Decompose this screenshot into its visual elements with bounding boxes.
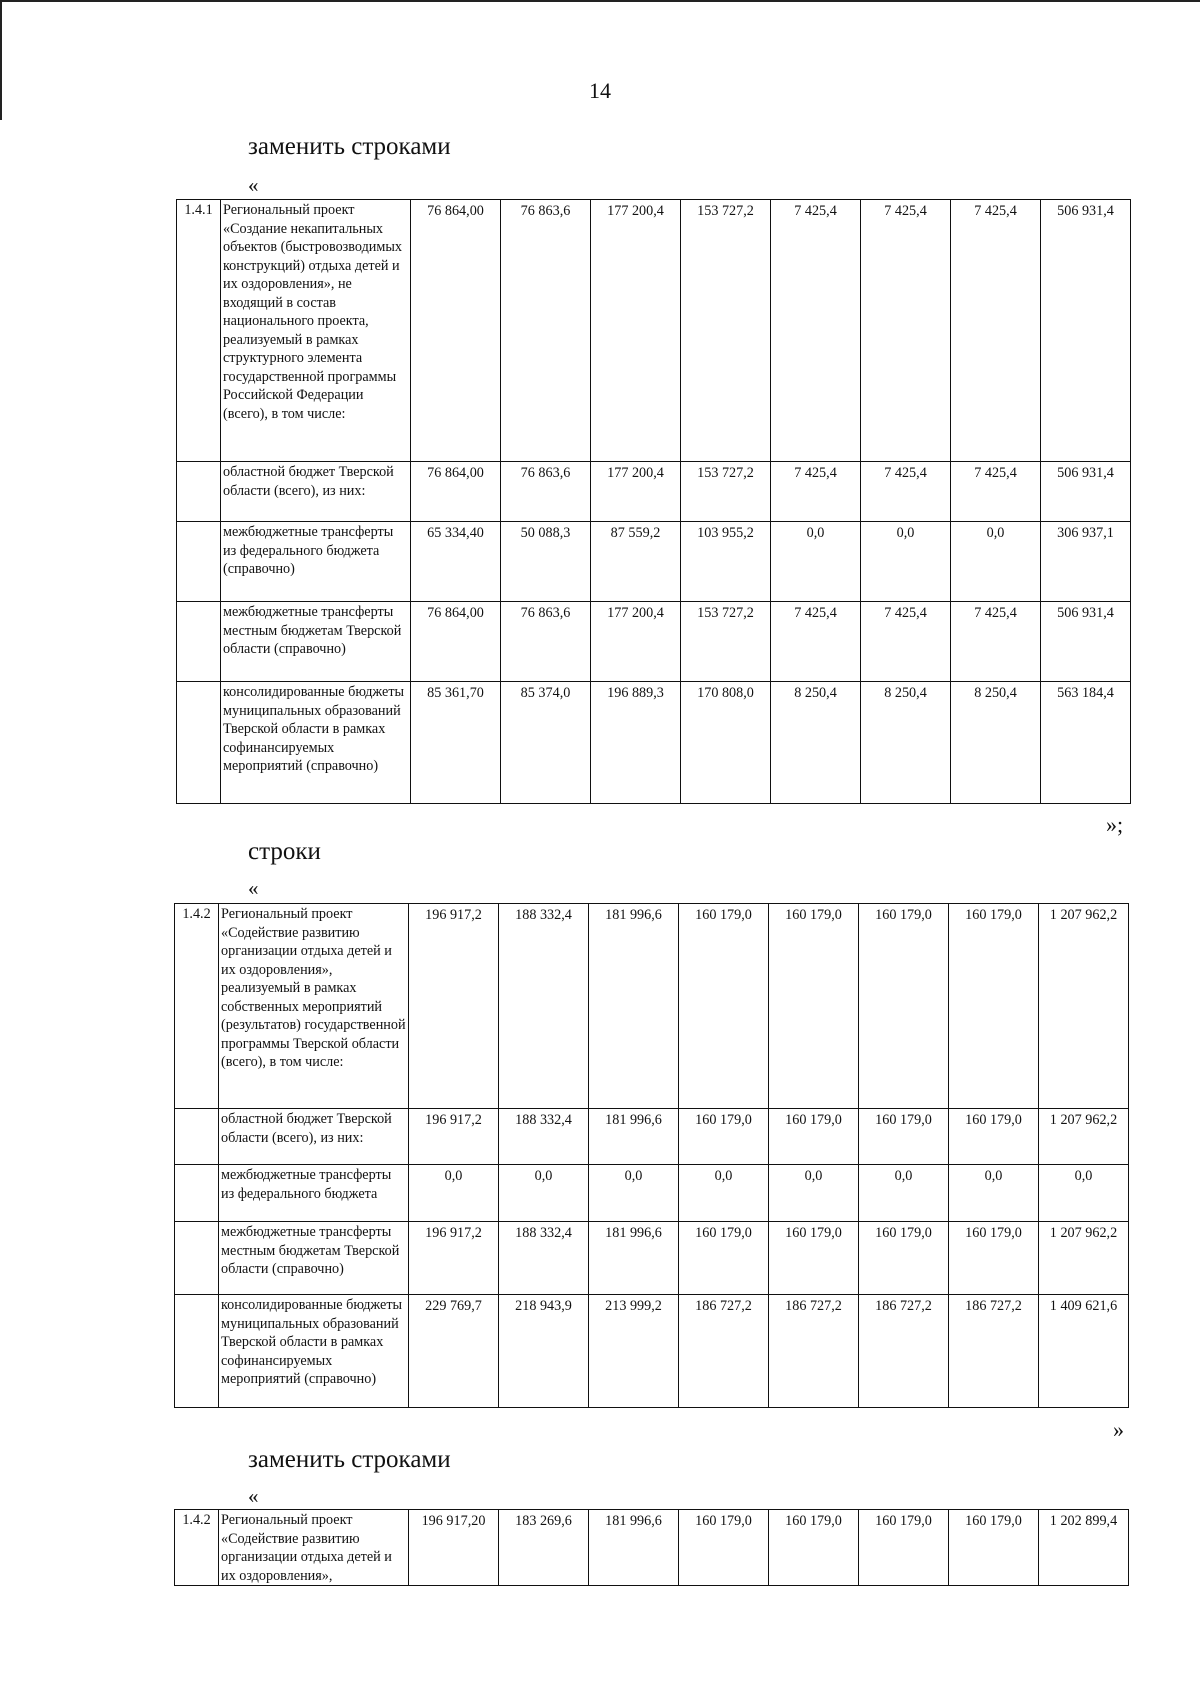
- year-value-cell: 160 179,0: [949, 904, 1039, 1109]
- total-value-cell: 506 931,4: [1041, 462, 1131, 522]
- year-value-cell: 0,0: [589, 1165, 679, 1222]
- year-value-cell: 76 863,6: [501, 462, 591, 522]
- year-value-cell: 76 863,6: [501, 602, 591, 682]
- year-value-cell: 160 179,0: [679, 1510, 769, 1586]
- row-code: [175, 1222, 219, 1295]
- table-row: [175, 1510, 1129, 1586]
- scan-edge-top: [0, 0, 1200, 2]
- year-value-cell: 186 727,2: [679, 1295, 769, 1408]
- row-code: [175, 1295, 219, 1408]
- table-row: [177, 200, 1131, 462]
- year-value-cell: 229 769,7: [409, 1295, 499, 1408]
- total-value-cell: 1 202 899,4: [1039, 1510, 1129, 1586]
- year-value-cell: 85 374,0: [501, 682, 591, 804]
- year-value-cell: 65 334,40: [411, 522, 501, 602]
- year-value-cell: 7 425,4: [771, 200, 861, 462]
- year-value-cell: 8 250,4: [771, 682, 861, 804]
- year-value-cell: 177 200,4: [591, 602, 681, 682]
- year-value-cell: 153 727,2: [681, 200, 771, 462]
- row-name: межбюджетные трансферты из федерального бюджета: [219, 1165, 409, 1222]
- row-name: Региональный проект «Содействие развитию организации отдыха детей и их оздоровления»,: [219, 1510, 409, 1586]
- year-value-cell: 85 361,70: [411, 682, 501, 804]
- year-value-cell: 188 332,4: [499, 1109, 589, 1165]
- year-value-cell: 160 179,0: [859, 904, 949, 1109]
- row-code: 1.4.1: [177, 200, 221, 462]
- year-value-cell: 188 332,4: [499, 1222, 589, 1295]
- year-value-cell: 181 996,6: [589, 1109, 679, 1165]
- table-row: [177, 522, 1131, 602]
- table-row: [177, 602, 1131, 682]
- year-value-cell: 181 996,6: [589, 1222, 679, 1295]
- year-value-cell: 160 179,0: [949, 1510, 1039, 1586]
- year-value-cell: 76 864,00: [411, 462, 501, 522]
- row-code: [175, 1165, 219, 1222]
- year-value-cell: 160 179,0: [769, 1510, 859, 1586]
- table-row: [175, 1109, 1129, 1165]
- year-value-cell: 160 179,0: [769, 1109, 859, 1165]
- year-value-cell: 7 425,4: [951, 602, 1041, 682]
- year-value-cell: 160 179,0: [949, 1109, 1039, 1165]
- year-value-cell: 160 179,0: [859, 1510, 949, 1586]
- total-value-cell: 1 207 962,2: [1039, 1222, 1129, 1295]
- year-value-cell: 181 996,6: [589, 904, 679, 1109]
- row-code: [177, 682, 221, 804]
- year-value-cell: 196 889,3: [591, 682, 681, 804]
- open-quote-3: «: [248, 1484, 259, 1508]
- row-code: [175, 1109, 219, 1165]
- year-value-cell: 160 179,0: [859, 1222, 949, 1295]
- year-value-cell: 76 864,00: [411, 200, 501, 462]
- year-value-cell: 160 179,0: [679, 904, 769, 1109]
- year-value-cell: 7 425,4: [861, 200, 951, 462]
- budget-table-2: [174, 903, 1129, 1408]
- year-value-cell: 196 917,2: [409, 1109, 499, 1165]
- year-value-cell: 7 425,4: [951, 462, 1041, 522]
- table-row: [175, 1295, 1129, 1408]
- year-value-cell: 50 088,3: [501, 522, 591, 602]
- close-quote-1: »;: [1106, 812, 1124, 837]
- year-value-cell: 186 727,2: [949, 1295, 1039, 1408]
- replace-heading-2: заменить строками: [248, 1446, 451, 1473]
- total-value-cell: 1 207 962,2: [1039, 904, 1129, 1109]
- year-value-cell: 181 996,6: [589, 1510, 679, 1586]
- year-value-cell: 170 808,0: [681, 682, 771, 804]
- total-value-cell: 0,0: [1039, 1165, 1129, 1222]
- row-name: областной бюджет Тверской области (всего), из них:: [221, 462, 411, 522]
- year-value-cell: 7 425,4: [861, 602, 951, 682]
- year-value-cell: 196 917,20: [409, 1510, 499, 1586]
- year-value-cell: 183 269,6: [499, 1510, 589, 1586]
- year-value-cell: 160 179,0: [679, 1222, 769, 1295]
- year-value-cell: 7 425,4: [861, 462, 951, 522]
- row-code: [177, 462, 221, 522]
- year-value-cell: 196 917,2: [409, 1222, 499, 1295]
- row-name: межбюджетные трансферты из федерального бюджета (справочно): [221, 522, 411, 602]
- year-value-cell: 213 999,2: [589, 1295, 679, 1408]
- total-value-cell: 506 931,4: [1041, 602, 1131, 682]
- year-value-cell: 186 727,2: [859, 1295, 949, 1408]
- total-value-cell: 1 207 962,2: [1039, 1109, 1129, 1165]
- year-value-cell: 0,0: [951, 522, 1041, 602]
- row-name: Региональный проект «Содействие развитию организации отдыха детей и их оздоровления», реализуемый в рамках собственных мероприятий (результатов) государственной программы Тверской области (всего), в том числе:: [219, 904, 409, 1109]
- year-value-cell: 188 332,4: [499, 904, 589, 1109]
- year-value-cell: 153 727,2: [681, 462, 771, 522]
- total-value-cell: 1 409 621,6: [1039, 1295, 1129, 1408]
- total-value-cell: 563 184,4: [1041, 682, 1131, 804]
- year-value-cell: 7 425,4: [771, 462, 861, 522]
- year-value-cell: 7 425,4: [951, 200, 1041, 462]
- year-value-cell: 0,0: [859, 1165, 949, 1222]
- rows-heading: строки: [248, 838, 321, 865]
- row-code: 1.4.2: [175, 904, 219, 1109]
- year-value-cell: 0,0: [771, 522, 861, 602]
- table-row: [175, 904, 1129, 1109]
- row-name: межбюджетные трансферты местным бюджетам Тверской области (справочно): [221, 602, 411, 682]
- row-name: консолидированные бюджеты муниципальных образований Тверской области в рамках софинансируемых мероприятий (справочно): [219, 1295, 409, 1408]
- table-row: [175, 1222, 1129, 1295]
- row-name: консолидированные бюджеты муниципальных образований Тверской области в рамках софинансируемых мероприятий (справочно): [221, 682, 411, 804]
- year-value-cell: 8 250,4: [861, 682, 951, 804]
- replace-heading-1: заменить строками: [248, 133, 451, 160]
- row-name: областной бюджет Тверской области (всего), из них:: [219, 1109, 409, 1165]
- year-value-cell: 0,0: [499, 1165, 589, 1222]
- row-name: Региональный проект «Создание некапитальных объектов (быстровозводимых конструкций) отдыха детей и их оздоровления», не входящий в состав национального проекта, реализуемый в рамках структурного элемента государственной программы Российской Федерации (всего), в том числе:: [221, 200, 411, 462]
- year-value-cell: 160 179,0: [769, 904, 859, 1109]
- year-value-cell: 177 200,4: [591, 200, 681, 462]
- year-value-cell: 8 250,4: [951, 682, 1041, 804]
- page-number: 14: [589, 78, 611, 103]
- table-row: [177, 462, 1131, 522]
- year-value-cell: 0,0: [949, 1165, 1039, 1222]
- open-quote-1: «: [248, 173, 259, 197]
- year-value-cell: 160 179,0: [679, 1109, 769, 1165]
- year-value-cell: 7 425,4: [771, 602, 861, 682]
- year-value-cell: 218 943,9: [499, 1295, 589, 1408]
- year-value-cell: 186 727,2: [769, 1295, 859, 1408]
- row-code: [177, 522, 221, 602]
- year-value-cell: 196 917,2: [409, 904, 499, 1109]
- table-row: [177, 682, 1131, 804]
- total-value-cell: 506 931,4: [1041, 200, 1131, 462]
- row-code: 1.4.2: [175, 1510, 219, 1586]
- year-value-cell: 76 863,6: [501, 200, 591, 462]
- budget-table-3: [174, 1509, 1129, 1586]
- year-value-cell: 0,0: [679, 1165, 769, 1222]
- year-value-cell: 103 955,2: [681, 522, 771, 602]
- open-quote-2: «: [248, 876, 259, 900]
- year-value-cell: 177 200,4: [591, 462, 681, 522]
- year-value-cell: 0,0: [409, 1165, 499, 1222]
- close-quote-2: »: [1113, 1417, 1124, 1442]
- year-value-cell: 76 864,00: [411, 602, 501, 682]
- year-value-cell: 160 179,0: [859, 1109, 949, 1165]
- year-value-cell: 87 559,2: [591, 522, 681, 602]
- row-name: межбюджетные трансферты местным бюджетам Тверской области (справочно): [219, 1222, 409, 1295]
- row-code: [177, 602, 221, 682]
- year-value-cell: 153 727,2: [681, 602, 771, 682]
- total-value-cell: 306 937,1: [1041, 522, 1131, 602]
- budget-table-1: [176, 199, 1131, 804]
- year-value-cell: 0,0: [769, 1165, 859, 1222]
- year-value-cell: 160 179,0: [769, 1222, 859, 1295]
- table-row: [175, 1165, 1129, 1222]
- year-value-cell: 0,0: [861, 522, 951, 602]
- year-value-cell: 160 179,0: [949, 1222, 1039, 1295]
